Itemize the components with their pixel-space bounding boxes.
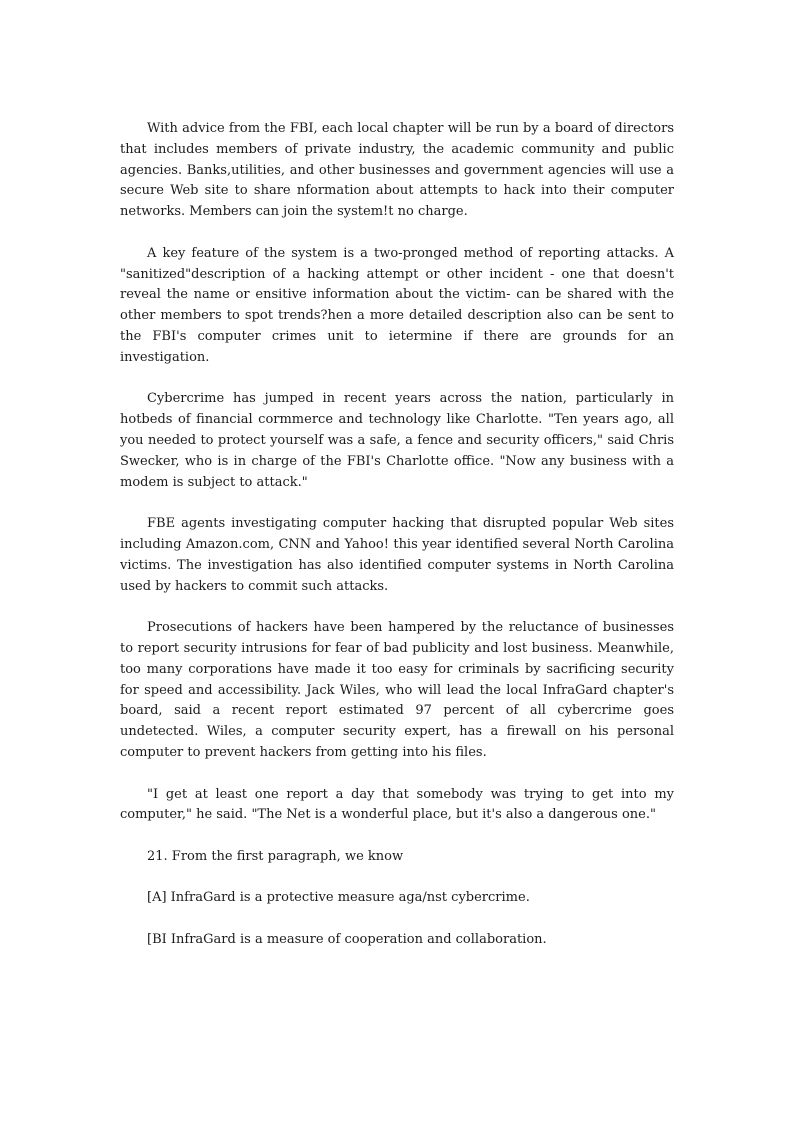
paragraph-6: "I get at least one report a day that somebody was trying to get into my computer," he said. "The Net is a wonderful place, but it's also a dangerous one." [120, 786, 674, 823]
option-b: [BI InfraGard is a measure of cooperation and collaboration. [147, 932, 547, 948]
document-page [120, 119, 674, 972]
paragraph-3: Cybercrime has jumped in recent years across the nation, particularly in hotbeds of financial cormmerce and technology like Charlotte. "Ten years ago, all you needed to protect yourself was a safe, a fence and security officers," said Chris Swecker, who is in charge of the FBI's Charlotte office. "Now any business with a modem is subject to attack." [120, 391, 674, 490]
option-a: [A] InfraGard is a protective measure aga/nst cybercrime. [147, 890, 530, 906]
paragraph-2: A key feature of the system is a two-pronged method of reporting attacks. A "sanitized"description of a hacking attempt or other incident - one that doesn't reveal the name or ensitive information about the victim- can be shared with the other members to spot trends?hen a more detailed description also can be sent to the FBI's computer crimes unit to ietermine if there are grounds for an investigation. [120, 245, 674, 365]
paragraph-4: FBE agents investigating computer hacking that disrupted popular Web sites including Amazon.com, CNN and Yahoo! this year identified several North Carolina victims. The investigation has also identified computer systems in North Carolina used by hackers to commit such attacks. [120, 516, 674, 594]
question-stem: 21. From the first paragraph, we know [147, 848, 404, 864]
paragraph-5: Prosecutions of hackers have been hampered by the reluctance of businesses to report security intrusions for fear of bad publicity and lost business. Meanwhile, too many corporations have made it too easy for criminals by sacrificing security for speed and accessibility. Jack Wiles, who will lead the local InfraGard chapter's board, said a recent report estimated 97 percent of all cybercrime goes undetected. Wiles, a computer security expert, has a firewall on his personal computer to prevent hackers from getting into his files. [120, 620, 674, 760]
paragraph-1: With advice from the FBI, each local chapter will be run by a board of directors that includes members of private industry, the academic community and public agencies. Banks,utilities, and other businesses and government agencies will use a secure Web site to share nformation about attempts to hack into their computer networks. Members can join the system!t no charge. [120, 121, 674, 220]
